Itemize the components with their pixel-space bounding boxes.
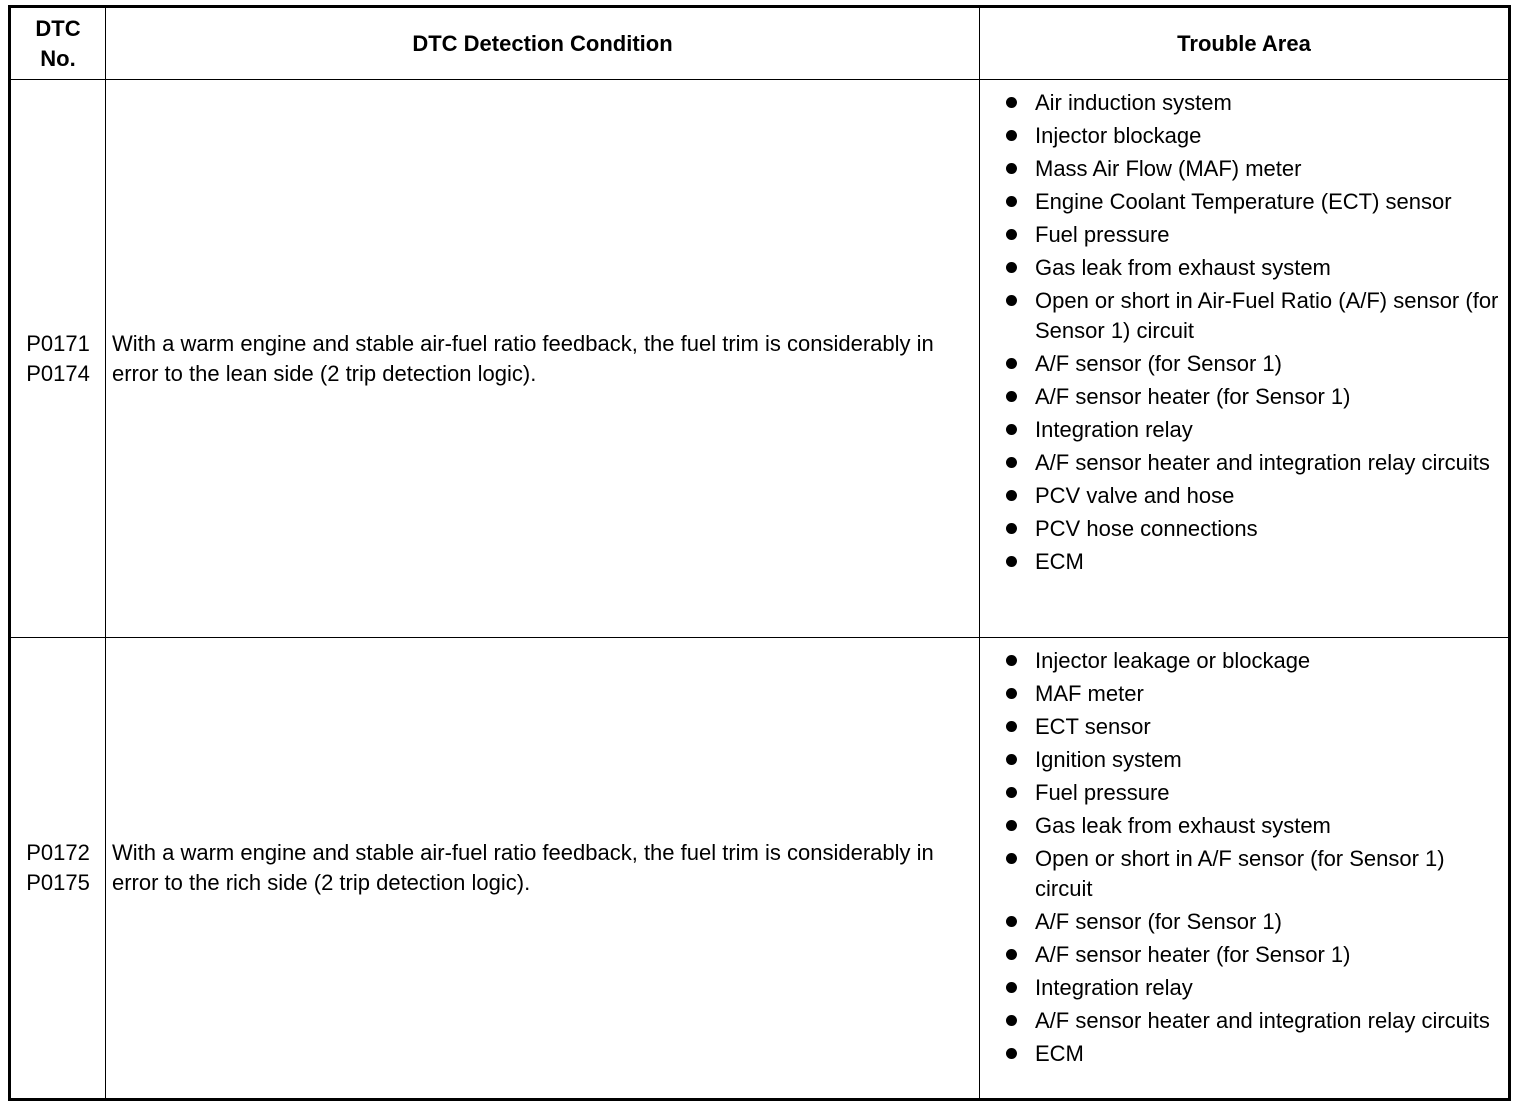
- list-item: [1000, 547, 1500, 577]
- trouble-area-text: Open or short in Air-Fuel Ratio (A/F) sensor (for Sensor 1) circuit: [1035, 288, 1499, 343]
- trouble-area-cell: [980, 80, 1510, 638]
- trouble-area-text: PCV valve and hose: [1035, 483, 1235, 508]
- trouble-area-text: Injector blockage: [1035, 123, 1202, 148]
- bullet-icon: [1006, 688, 1017, 699]
- bullet-icon: [1006, 787, 1017, 798]
- list-item: [1000, 88, 1500, 118]
- dtc-code: P0171: [26, 330, 90, 356]
- trouble-area-text: PCV hose connections: [1035, 516, 1258, 541]
- list-item: [1000, 253, 1500, 283]
- trouble-area-text: A/F sensor heater (for Sensor 1): [1035, 384, 1351, 409]
- bullet-icon: [1006, 457, 1017, 468]
- trouble-area-text: Gas leak from exhaust system: [1035, 255, 1331, 280]
- list-item: [1000, 514, 1500, 544]
- list-item: [1000, 1039, 1500, 1069]
- dtc-code-cell: [10, 80, 106, 638]
- bullet-icon: [1006, 130, 1017, 141]
- detection-condition: With a warm engine and stable air-fuel ratio feedback, the fuel trim is considerably in error to the rich side (2 trip detection logic).: [106, 638, 980, 1100]
- trouble-area-text: Open or short in A/F sensor (for Sensor 1) circuit: [1035, 846, 1445, 901]
- list-item: [1000, 712, 1500, 742]
- header-detection-condition: DTC Detection Condition: [106, 7, 980, 80]
- dtc-code-cell: [10, 638, 106, 1100]
- trouble-area-list: [1000, 88, 1500, 577]
- trouble-area-text: A/F sensor heater (for Sensor 1): [1035, 942, 1351, 967]
- bullet-icon: [1006, 1015, 1017, 1026]
- trouble-area-list: [1000, 646, 1500, 1069]
- bullet-icon: [1006, 754, 1017, 765]
- trouble-area-text: Engine Coolant Temperature (ECT) sensor: [1035, 189, 1452, 214]
- bullet-icon: [1006, 163, 1017, 174]
- bullet-icon: [1006, 424, 1017, 435]
- bullet-icon: [1006, 490, 1017, 501]
- list-item: [1000, 382, 1500, 412]
- list-item: [1000, 286, 1500, 346]
- bullet-icon: [1006, 556, 1017, 567]
- list-item: [1000, 481, 1500, 511]
- bullet-icon: [1006, 196, 1017, 207]
- trouble-area-text: Ignition system: [1035, 747, 1182, 772]
- trouble-area-text: A/F sensor heater and integration relay circuits: [1035, 450, 1490, 475]
- trouble-area-text: Air induction system: [1035, 90, 1232, 115]
- bullet-icon: [1006, 1048, 1017, 1059]
- list-item: [1000, 448, 1500, 478]
- dtc-code: P0174: [26, 360, 90, 386]
- trouble-area-text: A/F sensor heater and integration relay circuits: [1035, 1008, 1490, 1033]
- list-item: [1000, 646, 1500, 676]
- dtc-code: P0172: [26, 840, 90, 865]
- list-item: [1000, 940, 1500, 970]
- trouble-area-text: MAF meter: [1035, 681, 1144, 706]
- list-item: [1000, 811, 1500, 841]
- header-dtc-no-line2: No.: [40, 45, 76, 71]
- bullet-icon: [1006, 820, 1017, 831]
- list-item: [1000, 907, 1500, 937]
- bullet-icon: [1006, 721, 1017, 732]
- list-item: [1000, 844, 1500, 904]
- list-item: [1000, 220, 1500, 250]
- bullet-icon: [1006, 97, 1017, 108]
- list-item: [1000, 745, 1500, 775]
- bullet-icon: [1006, 229, 1017, 240]
- detection-condition: With a warm engine and stable air-fuel ratio feedback, the fuel trim is considerably in error to the lean side (2 trip detection logic).: [106, 80, 980, 638]
- trouble-area-cell: [980, 638, 1510, 1100]
- trouble-area-text: Fuel pressure: [1035, 780, 1170, 805]
- bullet-icon: [1006, 295, 1017, 306]
- bullet-icon: [1006, 853, 1017, 864]
- list-item: [1000, 1006, 1500, 1036]
- list-item: [1000, 121, 1500, 151]
- trouble-area-text: Injector leakage or blockage: [1035, 648, 1311, 673]
- bullet-icon: [1006, 358, 1017, 369]
- trouble-area-text: Mass Air Flow (MAF) meter: [1035, 156, 1302, 181]
- list-item: [1000, 415, 1500, 445]
- list-item: [1000, 679, 1500, 709]
- bullet-icon: [1006, 655, 1017, 666]
- dtc-code: P0175: [26, 870, 90, 895]
- header-trouble-area: Trouble Area: [980, 7, 1510, 80]
- dtc-table: [8, 5, 1511, 1101]
- table-row: [10, 80, 1510, 638]
- trouble-area-text: A/F sensor (for Sensor 1): [1035, 909, 1282, 934]
- trouble-area-text: A/F sensor (for Sensor 1): [1035, 351, 1282, 376]
- list-item: [1000, 349, 1500, 379]
- list-item: [1000, 778, 1500, 808]
- list-item: [1000, 973, 1500, 1003]
- bullet-icon: [1006, 523, 1017, 534]
- trouble-area-text: Fuel pressure: [1035, 222, 1170, 247]
- bullet-icon: [1006, 982, 1017, 993]
- trouble-area-text: ECM: [1035, 1041, 1084, 1066]
- trouble-area-text: ECT sensor: [1035, 714, 1151, 739]
- trouble-area-text: ECM: [1035, 549, 1084, 574]
- bullet-icon: [1006, 949, 1017, 960]
- list-item: [1000, 154, 1500, 184]
- header-dtc-no: [10, 7, 106, 80]
- bullet-icon: [1006, 916, 1017, 927]
- trouble-area-text: Integration relay: [1035, 975, 1193, 1000]
- table-row: [10, 638, 1510, 1100]
- trouble-area-text: Gas leak from exhaust system: [1035, 813, 1331, 838]
- list-item: [1000, 187, 1500, 217]
- bullet-icon: [1006, 262, 1017, 273]
- trouble-area-text: Integration relay: [1035, 417, 1193, 442]
- bullet-icon: [1006, 391, 1017, 402]
- header-dtc-no-line1: DTC: [35, 15, 81, 41]
- table-header-row: [10, 7, 1510, 80]
